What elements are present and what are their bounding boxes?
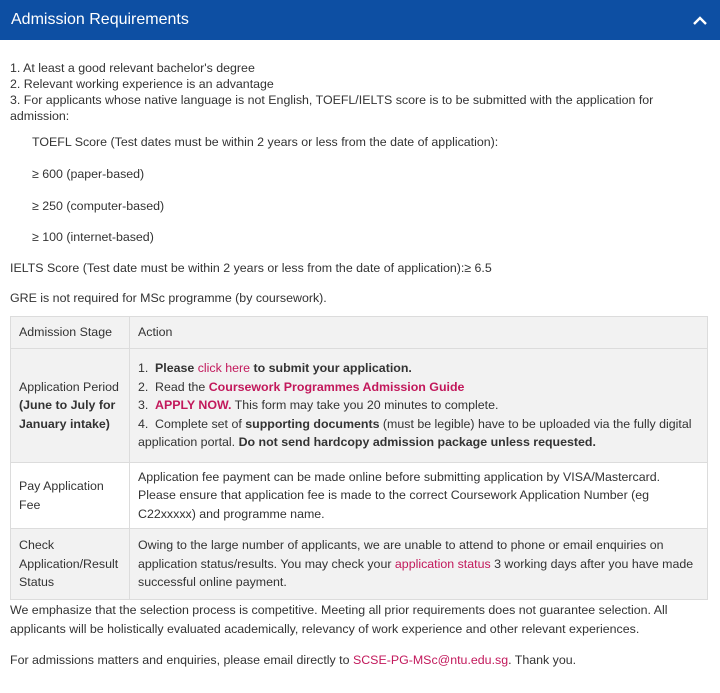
stage-cell [11, 349, 130, 463]
action-list [138, 359, 699, 452]
action-item [138, 415, 699, 452]
contact-text [10, 651, 710, 670]
action-item [138, 396, 699, 415]
stage-cell: Pay Application Fee [11, 463, 130, 529]
section-content [0, 60, 720, 670]
column-header: Admission Stage [11, 317, 130, 349]
apply-now-link[interactable]: APPLY NOW. [155, 398, 232, 413]
action-text: Read the [155, 379, 209, 394]
email-link[interactable]: SCSE-PG-MSc@ntu.edu.sg [352, 653, 509, 667]
table-row [11, 349, 708, 463]
gre-text: GRE is not required for MSc programme (by coursework). [10, 291, 327, 305]
action-cell [130, 529, 708, 600]
click-here-link[interactable]: click here [197, 361, 251, 376]
section-header[interactable] [0, 0, 720, 40]
item-number: 2. [138, 379, 149, 394]
action-cell [130, 349, 708, 463]
action-text: 3 working days after you have made successful online payment. [138, 556, 694, 590]
item-number: 4. [138, 416, 149, 431]
item-number: 1. [138, 361, 149, 376]
table-header-row [11, 317, 708, 349]
contact-pre: For admissions matters and enquiries, please email directly to [10, 653, 353, 667]
section-title: Admission Requirements [11, 11, 189, 28]
action-text: (must be legible) have to be uploaded via the fully digital application portal. [138, 416, 692, 450]
admission-table [10, 316, 708, 600]
application-status-link[interactable]: application status [394, 556, 491, 571]
action-item [138, 359, 699, 378]
action-text-bold: Do not send hardcopy admission package unless requested. [238, 435, 596, 450]
table-row [11, 463, 708, 529]
column-header: Action [130, 317, 708, 349]
admission-guide-link[interactable]: Coursework Programmes Admission Guide [208, 379, 465, 394]
action-text: Complete set of [155, 416, 246, 431]
stage-label: Application Period [19, 379, 119, 394]
requirement-item: 2. Relevant working experience is an advantage [10, 77, 274, 91]
emphasis-text: We emphasize that the selection process is competitive. Meeting all prior requirements does not guarantee selection. All applicants will be holistically evaluated academically, relevancy of work experience and other relevant experiences. [10, 603, 668, 636]
action-text: Please [155, 361, 198, 376]
requirements-list [10, 60, 710, 124]
action-cell: Application fee payment can be made online before submitting application by VISA/Mastercard. Please ensure that application fee is made to the correct Coursework Application Number (eg C22xxxxx) and programme name. [130, 463, 708, 529]
stage-intake: (June to July for January intake) [19, 398, 116, 431]
toefl-heading: TOEFL Score (Test dates must be within 2 years or less from the date of application): [32, 135, 499, 149]
action-text: Owing to the large number of applicants, we are unable to attend to phone or email enquiries on application status/results. You may check your [138, 538, 664, 571]
requirement-item: 3. For applicants whose native language is not English, TOEFL/IELTS score is to be submitted with the application for admission: [10, 93, 654, 123]
toefl-score: ≥ 100 (internet-based) [32, 230, 154, 244]
action-text: to submit your application. [250, 361, 412, 376]
chevron-up-icon[interactable] [690, 10, 710, 30]
action-item [138, 378, 699, 397]
table-row [11, 529, 708, 600]
requirement-item: 1. At least a good relevant bachelor's degree [10, 61, 255, 75]
contact-post: . Thank you. [508, 653, 577, 667]
action-text-bold: supporting documents [245, 416, 380, 431]
stage-cell: Check Application/Result Status [11, 529, 130, 600]
action-text: This form may take you 20 minutes to complete. [231, 398, 499, 413]
item-number: 3. [138, 398, 149, 413]
ielts-text: IELTS Score (Test date must be within 2 years or less from the date of application):≥ 6.5 [10, 261, 492, 275]
toefl-score: ≥ 600 (paper-based) [32, 167, 145, 181]
toefl-score: ≥ 250 (computer-based) [32, 199, 165, 213]
